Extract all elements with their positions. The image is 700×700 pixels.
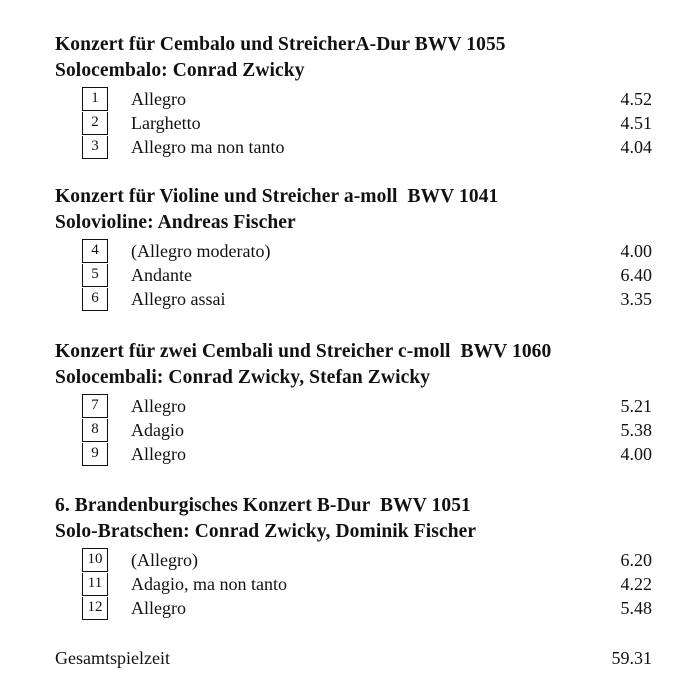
track-row <box>0 111 700 135</box>
track-duration: 5.48 <box>620 598 652 618</box>
track-row <box>0 442 700 466</box>
track-duration: 4.00 <box>620 444 652 464</box>
track-duration: 4.52 <box>620 89 652 109</box>
track-number-box: 11 <box>82 573 108 596</box>
track-duration: 4.51 <box>620 113 652 133</box>
total-playing-time <box>0 646 700 670</box>
track-number-box: 8 <box>82 419 108 442</box>
track-row <box>0 287 700 311</box>
track-row <box>0 239 700 263</box>
work-title: 6. Brandenburgisches Konzert B-Dur BWV 1051 <box>55 495 471 516</box>
track-row <box>0 87 700 111</box>
track-title: (Allegro moderato) <box>131 241 271 261</box>
track-title: Allegro assai <box>131 289 226 309</box>
track-row <box>0 572 700 596</box>
work-soloist: Solo-Bratschen: Conrad Zwicky, Dominik Fischer <box>55 521 477 542</box>
track-title: (Allegro) <box>131 550 198 570</box>
track-row <box>0 548 700 572</box>
track-title: Larghetto <box>131 113 201 133</box>
track-duration: 4.04 <box>620 137 652 157</box>
track-duration: 6.20 <box>620 550 652 570</box>
track-number-box: 1 <box>82 87 108 111</box>
total-duration: 59.31 <box>611 648 652 668</box>
track-title: Allegro <box>131 396 186 416</box>
total-label: Gesamtspielzeit <box>55 648 170 668</box>
track-title: Allegro ma non tanto <box>131 137 285 157</box>
track-duration: 3.35 <box>620 289 652 309</box>
track-number-box: 9 <box>82 443 108 466</box>
track-duration: 4.00 <box>620 241 652 261</box>
track-title: Allegro <box>131 444 186 464</box>
track-number-box: 2 <box>82 112 108 135</box>
track-title: Andante <box>131 265 192 285</box>
track-row <box>0 418 700 442</box>
track-duration: 5.21 <box>620 396 652 416</box>
track-number-box: 12 <box>82 597 108 620</box>
track-title: Allegro <box>131 89 186 109</box>
work-soloist: Solocembali: Conrad Zwicky, Stefan Zwicky <box>55 367 431 388</box>
track-row <box>0 394 700 418</box>
work-title: Konzert für Violine und Streicher a-moll BWV 1041 <box>55 186 499 207</box>
work-title: Konzert für zwei Cembali und Streicher c-moll BWV 1060 <box>55 341 552 362</box>
work-soloist: Solocembalo: Conrad Zwicky <box>55 60 305 81</box>
track-row <box>0 135 700 159</box>
track-title: Adagio <box>131 420 184 440</box>
track-duration: 6.40 <box>620 265 652 285</box>
work-soloist: Solovioline: Andreas Fischer <box>55 212 296 233</box>
track-duration: 4.22 <box>620 574 652 594</box>
track-number-box: 4 <box>82 239 108 263</box>
track-title: Allegro <box>131 598 186 618</box>
track-duration: 5.38 <box>620 420 652 440</box>
track-number-box: 7 <box>82 394 108 418</box>
work-title: Konzert für Cembalo und StreicherA-Dur BWV 1055 <box>55 34 506 55</box>
track-title: Adagio, ma non tanto <box>131 574 287 594</box>
track-row <box>0 263 700 287</box>
track-row <box>0 596 700 620</box>
track-number-box: 5 <box>82 264 108 287</box>
track-number-box: 10 <box>82 548 108 572</box>
track-number-box: 3 <box>82 136 108 159</box>
track-number-box: 6 <box>82 288 108 311</box>
